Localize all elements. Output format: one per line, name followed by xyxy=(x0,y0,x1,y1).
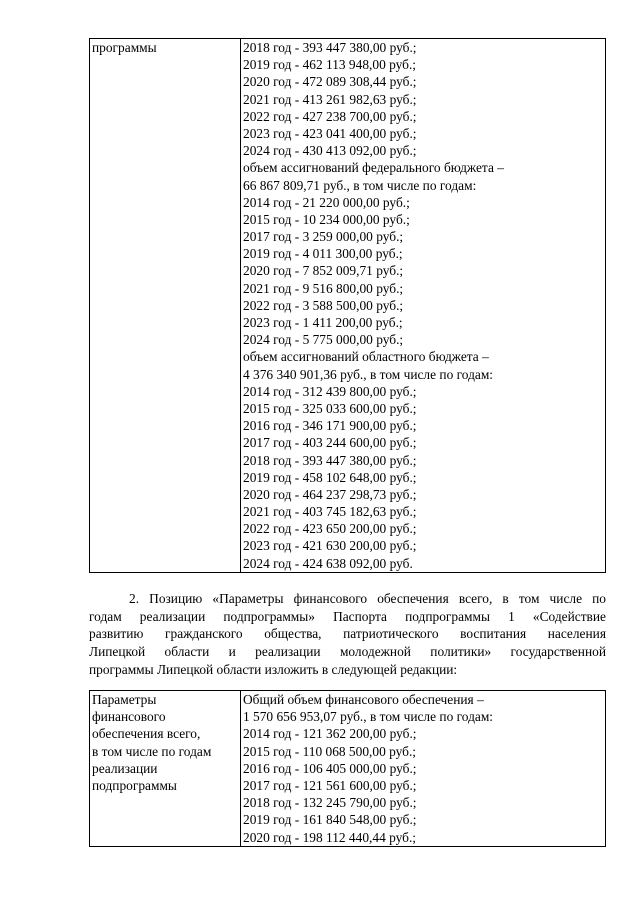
value-line: 2014 год - 121 362 200,00 руб.; xyxy=(243,726,417,742)
financing-table-continuation xyxy=(89,38,606,573)
value-line: 2014 год - 21 220 000,00 руб.; xyxy=(243,194,410,210)
value-line: 2022 год - 3 588 500,00 руб.; xyxy=(243,297,404,313)
value-line: объем ассигнований областного бюджета – xyxy=(243,349,489,365)
value-line: 2016 год - 346 171 900,00 руб.; xyxy=(243,418,417,434)
parameter-name-cell xyxy=(90,691,241,847)
value-line: 2019 год - 462 113 948,00 руб.; xyxy=(243,57,417,73)
value-line: 2023 год - 421 630 200,00 руб.; xyxy=(243,538,417,554)
paragraph-line: программы Липецкой области изложить в следующей редакции: xyxy=(89,661,458,677)
value-line: 2022 год - 423 650 200,00 руб.; xyxy=(243,521,417,537)
value-line: 2019 год - 161 840 548,00 руб.; xyxy=(243,812,417,828)
value-line: 2023 год - 423 041 400,00 руб.; xyxy=(243,125,417,141)
parameter-name-line: финансового xyxy=(92,709,166,725)
value-line: 2023 год - 1 411 200,00 руб.; xyxy=(243,315,403,330)
value-line: 2019 год - 4 011 300,00 руб.; xyxy=(243,246,403,262)
parameter-name-cell xyxy=(90,39,241,573)
parameter-name-line: подпрограммы xyxy=(92,777,177,793)
value-line: 2015 год - 10 234 000,00 руб.; xyxy=(243,211,410,227)
value-line: 2015 год - 325 033 600,00 руб.; xyxy=(243,400,417,416)
parameter-values-cell xyxy=(241,691,606,847)
parameter-name-line: реализации xyxy=(92,760,158,776)
value-line: 2017 год - 3 259 000,00 руб.; xyxy=(243,229,404,245)
value-line: 2018 год - 393 447 380,00 руб.; xyxy=(243,452,417,468)
table-row xyxy=(90,39,606,573)
value-line: 1 570 656 953,07 руб., в том числе по годам: xyxy=(243,709,494,725)
value-line: 2014 год - 312 439 800,00 руб.; xyxy=(243,383,417,399)
amendment-paragraph xyxy=(89,590,606,678)
value-line: 2021 год - 413 261 982,63 руб.; xyxy=(243,91,417,107)
value-line: 2017 год - 403 244 600,00 руб.; xyxy=(243,435,417,451)
value-line: 2020 год - 464 237 298,73 руб.; xyxy=(243,486,417,502)
value-line: 2019 год - 458 102 648,00 руб.; xyxy=(243,469,417,485)
value-line: 2020 год - 472 089 308,44 руб.; xyxy=(243,74,417,90)
paragraph-line: годам реализации подпрограммы» Паспорта подпрограммы 1 «Содействие xyxy=(89,608,606,624)
value-line: 2021 год - 403 745 182,63 руб.; xyxy=(243,504,417,520)
value-line: 2020 год - 7 852 009,71 руб.; xyxy=(243,263,404,279)
paragraph-line: 2. Позицию «Параметры финансового обеспечения всего, в том числе по xyxy=(129,591,606,606)
parameter-values-cell xyxy=(241,39,606,573)
value-line: 2015 год - 110 068 500,00 руб.; xyxy=(243,743,417,759)
value-line: 2022 год - 427 238 700,00 руб.; xyxy=(243,108,417,124)
subprogram-financing-table xyxy=(89,690,606,847)
value-line: объем ассигнований федерального бюджета – xyxy=(243,160,504,176)
value-line: 2018 год - 132 245 790,00 руб.; xyxy=(243,795,417,811)
value-line: 2024 год - 424 638 092,00 руб. xyxy=(243,555,413,571)
table-row xyxy=(90,691,606,847)
value-line: 2018 год - 393 447 380,00 руб.; xyxy=(243,40,417,55)
paragraph-line: Липецкой области и реализации молодежной политики» государственной xyxy=(89,644,606,660)
value-line: 2024 год - 430 413 092,00 руб.; xyxy=(243,143,417,159)
parameter-name-line: обеспечения всего, xyxy=(92,726,201,742)
parameter-name-line: Параметры xyxy=(92,692,157,707)
value-line: 66 867 809,71 руб., в том числе по годам: xyxy=(243,177,477,193)
value-line: 2016 год - 106 405 000,00 руб.; xyxy=(243,760,417,776)
value-line: 4 376 340 901,36 руб., в том числе по годам: xyxy=(243,366,494,382)
value-line: 2021 год - 9 516 800,00 руб.; xyxy=(243,280,404,296)
paragraph-line: развитию гражданского общества, патриотического воспитания населения xyxy=(89,626,606,642)
parameter-name-line: в том числе по годам xyxy=(92,743,212,759)
parameter-name-line: программы xyxy=(92,40,157,55)
value-line: 2017 год - 121 561 600,00 руб.; xyxy=(243,777,417,793)
value-line: Общий объем финансового обеспечения – xyxy=(243,692,484,707)
value-line: 2024 год - 5 775 000,00 руб.; xyxy=(243,332,404,348)
value-line: 2020 год - 198 112 440,44 руб.; xyxy=(243,829,417,845)
